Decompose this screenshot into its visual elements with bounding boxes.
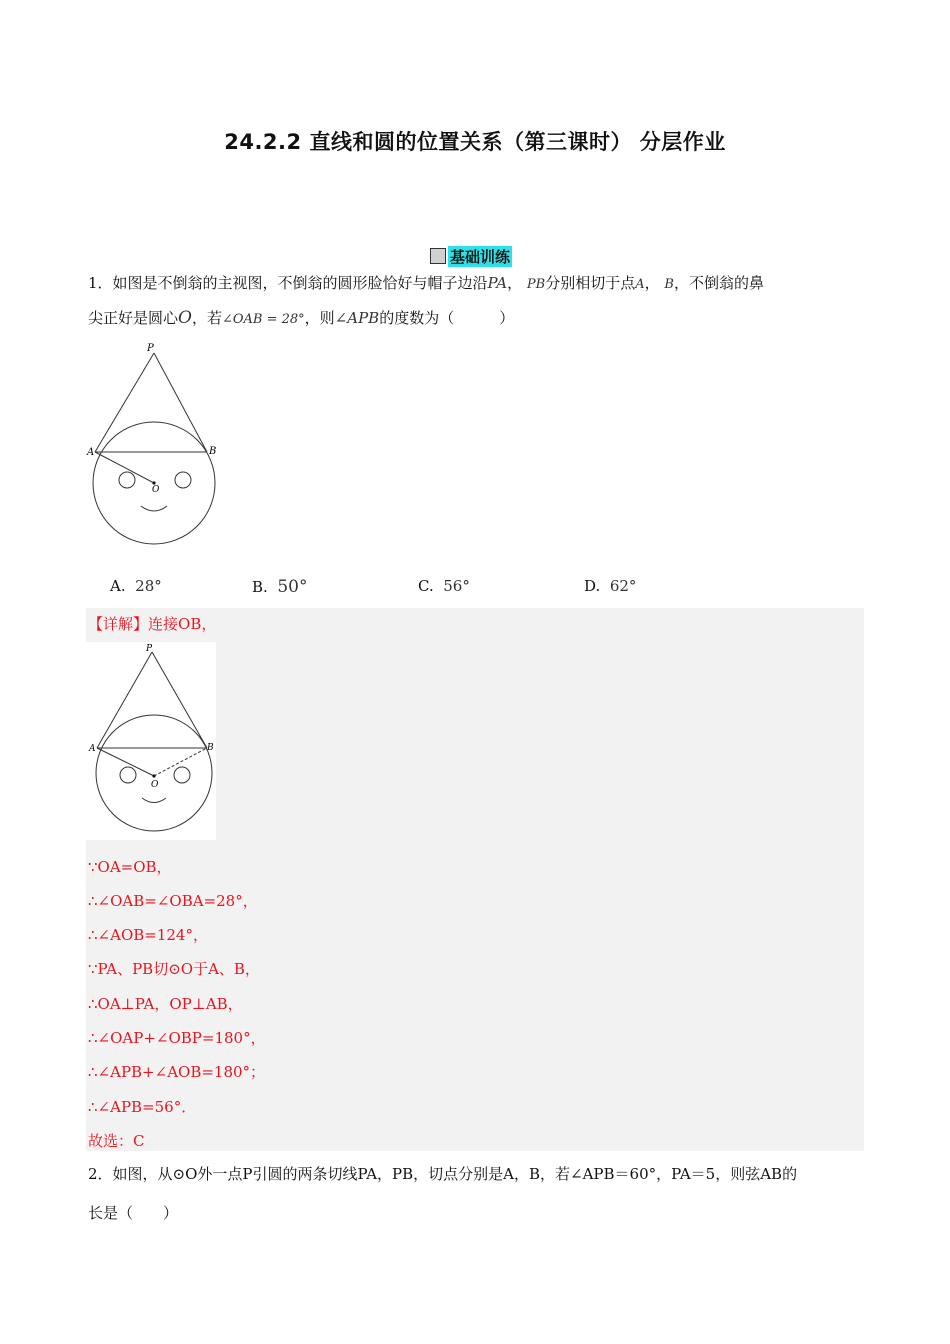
option-d-value: 62°	[609, 577, 637, 595]
hat-side-pa	[97, 652, 152, 748]
segment-oa	[97, 748, 154, 776]
q1-b: B	[664, 277, 674, 292]
right-eye	[174, 767, 190, 783]
option-b-value: 50°	[277, 577, 308, 597]
q1-o: O	[178, 308, 192, 328]
answer-step: ∴∠OAB=∠OBA=28°，	[88, 892, 258, 910]
section-label: 基础训练	[450, 247, 511, 266]
option-c[interactable]	[418, 577, 470, 595]
fig-label-o: O	[151, 780, 159, 790]
section-tag	[430, 246, 512, 266]
q1-line-1	[88, 272, 764, 296]
option-d[interactable]	[584, 577, 636, 595]
right-eye	[175, 472, 191, 488]
answer-step: ∴∠APB=56°．	[88, 1098, 197, 1116]
option-d-key: D.	[584, 577, 601, 595]
q1-text-e: ，若	[191, 309, 222, 327]
q1-line-2	[88, 307, 514, 331]
answer-step: ∴∠OAP+∠OBP=180°，	[88, 1029, 266, 1047]
hat-side-pa	[95, 353, 154, 452]
answer-step: ∴∠APB+∠AOB=180°；	[88, 1063, 266, 1081]
q2-line-1: 2．如图，从⊙O外一点P引圆的两条切线PA，PB，切点分别是A，B，若∠APB＝60°，PA＝5，则弦AB的	[88, 1165, 798, 1183]
q1-text-a: 1．如图是不倒翁的主视图，不倒翁的圆形脸恰好与帽子边沿	[88, 274, 488, 292]
fig-label-o: O	[152, 485, 160, 495]
answer-lead	[88, 614, 216, 634]
q1-a: A	[635, 277, 645, 292]
option-a-key: A.	[110, 577, 126, 595]
answer-step: ∵OA=OB，	[88, 858, 172, 876]
hat-side-pb	[152, 652, 207, 748]
q1-text-b: 分别相切于点	[545, 274, 636, 292]
option-a[interactable]	[110, 577, 162, 595]
q1-pa: PA	[487, 274, 508, 292]
q2-line-2: 长是（ ）	[88, 1204, 179, 1222]
answer-step: ∴OA⊥PA，OP⊥AB，	[88, 995, 243, 1013]
fig-label-a: A	[89, 744, 96, 754]
fig-label-p: P	[146, 644, 153, 654]
q1-text-c: ，不倒翁的鼻	[673, 274, 764, 292]
face-circle	[96, 715, 212, 831]
left-eye	[120, 767, 136, 783]
q1-figure	[86, 340, 222, 550]
answer-choice: 故选：C	[88, 1132, 145, 1150]
q1-target: ∠APB	[334, 309, 380, 327]
smile	[142, 798, 166, 803]
page-title: 24.2.2 直线和圆的位置关系（第三课时） 分层作业	[224, 130, 726, 154]
q1-text-f: ，则	[304, 309, 335, 327]
hat-side-pb	[154, 353, 207, 452]
option-c-value: 56°	[443, 577, 470, 595]
option-c-key: C.	[418, 577, 434, 595]
answer-step: ∴∠AOB=124°，	[88, 926, 208, 944]
q1-text-d: 尖正好是圆心	[88, 309, 179, 327]
smile	[141, 506, 167, 511]
answer-tag: 【详解】	[88, 615, 149, 633]
left-eye	[119, 472, 135, 488]
q1-pb: PB	[526, 277, 546, 292]
option-b-key: B.	[252, 578, 268, 596]
fig-label-p: P	[147, 343, 154, 354]
answer-step: ∵PA、PB切⊙O于A、B，	[88, 960, 260, 978]
q1-sep: ，	[507, 274, 523, 292]
nose-dot	[152, 774, 155, 777]
fig-label-b: B	[209, 446, 217, 457]
segment-ob-dashed	[154, 748, 207, 776]
answer-figure	[86, 642, 216, 840]
option-a-value: 28°	[135, 577, 162, 595]
option-b[interactable]	[252, 577, 307, 597]
fig-label-b: B	[207, 743, 214, 753]
answer-lead-text: 连接OB，	[148, 615, 217, 633]
q1-text-g: 的度数为（ ）	[379, 309, 515, 327]
segment-oa	[95, 452, 154, 483]
checkbox-icon	[430, 248, 446, 264]
q1-condition: ∠OAB = 28°	[221, 312, 305, 327]
fig-label-a: A	[87, 447, 95, 458]
q1-sep-2: ，	[644, 274, 660, 292]
